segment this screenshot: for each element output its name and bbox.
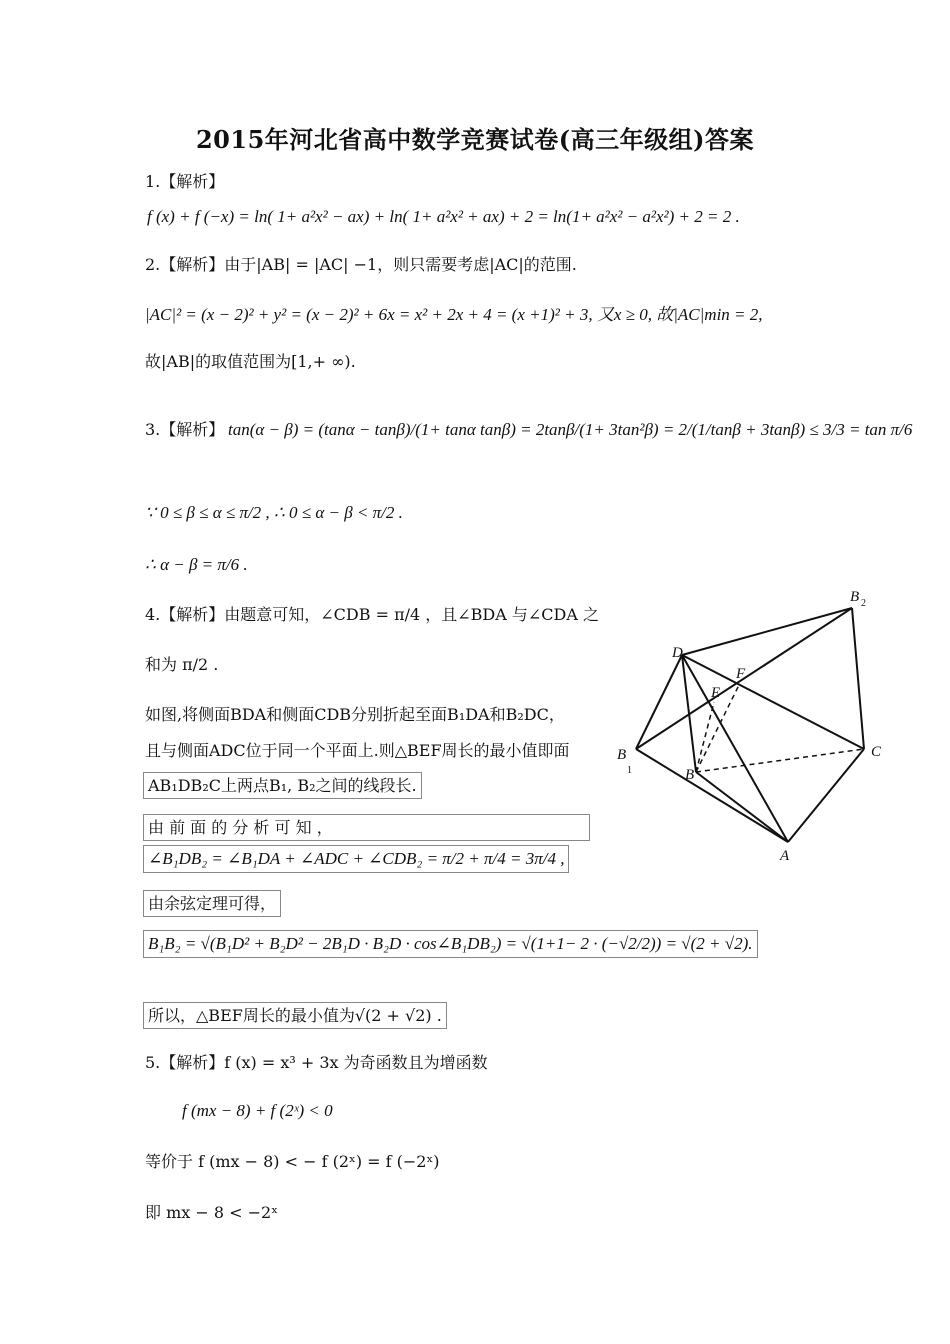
page-title: 2015年河北省高中数学竞赛试卷(高三年级组)答案 [195, 125, 754, 154]
label-B2-subscript: 2 [861, 598, 866, 609]
solution-4-heading: 4.【解析】由题意可知，∠CDB = π/4 ，且∠BDA 与∠CDA 之 [145, 605, 600, 624]
label-D: D [672, 645, 683, 661]
edge-D-B2 [682, 608, 852, 655]
solution-5-line-1: f (mx − 8) + f (2ˣ) < 0 [182, 1101, 333, 1120]
label-A: A [780, 848, 790, 864]
edge-C-A [788, 749, 864, 842]
solution-3-heading: 3.【解析】 [145, 420, 225, 439]
solution-3-condition: ∵ 0 ≤ β ≤ α ≤ π/2 , ∴ 0 ≤ α − β < π/2 . [145, 503, 403, 522]
solution-3-equation: tan(α − β) = (tanα − tanβ)/(1+ tanα tanβ) = 2tanβ/(1+ 3tan²β) = 2/(1/tanβ + 3tanβ) ≤ 3/3 = tan π/6 [228, 420, 913, 439]
solution-4-angle-sum: ∠B₁DB₂ = ∠B₁DA + ∠ADC + ∠CDB₂ = π/2 + π/4 = 3π/4 , [143, 845, 569, 873]
solution-4-line-3: AB₁DB₂C上两点B₁, B₂之间的线段长. [143, 772, 422, 799]
solution-2-equation: |AC|² = (x − 2)² + y² = (x − 2)² + 6x = x² + 2x + 4 = (x +1)² + 3, 又x ≥ 0, 故|AC|min = 2, [145, 305, 763, 324]
solution-4-line-1: 如图,将侧面BDA和侧面CDB分别折起至面B₁DA和B₂DC， [145, 705, 565, 724]
solution-3-result: ∴ α − β = π/6 . [145, 555, 248, 574]
solution-4-line-2: 且与侧面ADC位于同一个平面上.则△BEF周长的最小值即面 [145, 741, 570, 760]
solution-1-equation: f (x) + f (−x) = ln( 1+ a²x² − ax) + ln( 1+ a²x² + ax) + 2 = ln(1+ a²x² − a²x²) + 2 = 2 . [147, 207, 740, 226]
edge-B-A [696, 772, 788, 842]
folded-pyramid-figure [612, 583, 902, 868]
solution-5-heading: 5.【解析】f (x) = x³ + 3x 为奇函数且为增函数 [145, 1053, 488, 1072]
solution-4-conclusion: 所以，△BEF周长的最小值为√(2 + √2) . [143, 1002, 447, 1029]
hidden-edge-B-C [696, 749, 864, 772]
label-F: F [736, 666, 746, 682]
label-E: E [711, 685, 721, 701]
solution-4-line-4: 由 前 面 的 分 析 可 知 ， [143, 814, 590, 841]
solution-5-line-2: 等价于 f (mx − 8) < − f (2ˣ) = f (−2ˣ) [145, 1152, 440, 1171]
solution-2-heading: 2.【解析】由于|AB| = |AC| −1，则只需要考虑|AC|的范围. [145, 255, 577, 274]
label-B: B [685, 767, 695, 783]
solution-5-line-3: 即 mx − 8 < −2ˣ [145, 1203, 278, 1222]
label-B1: B [617, 747, 627, 763]
edge-B2-C [852, 608, 864, 749]
solution-1-heading: 1.【解析】 [145, 172, 225, 191]
label-B1-subscript: 1 [627, 765, 632, 776]
solution-4-continuation: 和为 π/2 . [145, 655, 219, 674]
edge-B1-A [636, 749, 788, 842]
solution-2-range: 故|AB|的取值范围为[1,+ ∞). [145, 352, 356, 371]
solution-4-cosine-law-label: 由余弦定理可得， [143, 890, 281, 917]
label-C: C [871, 744, 882, 760]
label-B2: B [850, 589, 860, 605]
solution-4-cosine-law-equation: B₁B₂ = √(B₁D² + B₂D² − 2B₁D · B₂D · cos∠B₁DB₂) = √(1+1− 2 · (−√2/2)) = √(2 + √2). [143, 930, 758, 958]
hidden-segment-B-E [696, 702, 714, 772]
